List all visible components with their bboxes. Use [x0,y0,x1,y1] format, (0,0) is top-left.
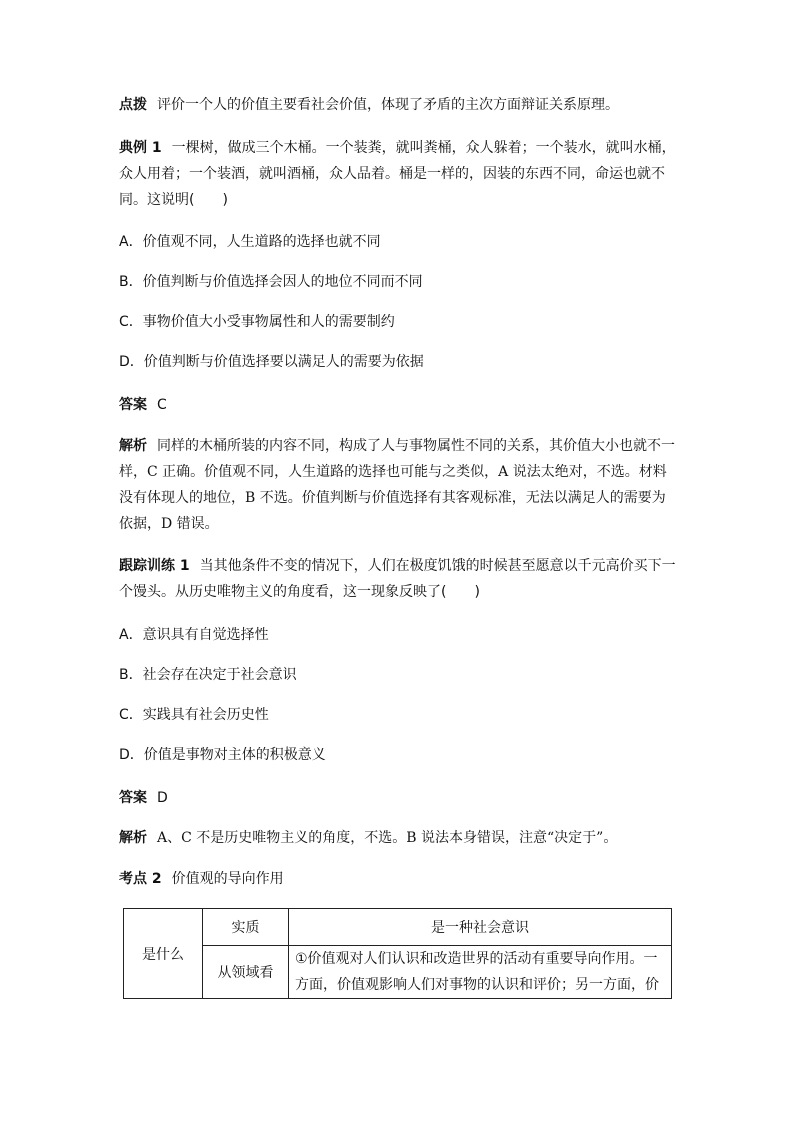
training1-answer [119,785,679,811]
training1-label: 跟踪训练 1 [119,558,190,574]
dianbo-text: 评价一个人的价值主要看社会价值，体现了矛盾的主次方面辩证关系原理。 [157,97,619,113]
training1-option-d: D．价值是事物对主体的积极意义 [119,747,326,763]
training1-option-a: A．意识具有自觉选择性 [119,627,269,643]
table-row [124,909,672,946]
example1-answer-value: C [157,397,167,413]
example1-option-c: C．事物价值大小受事物属性和人的需要制约 [119,314,395,330]
training1-option-c: C．实践具有社会历史性 [119,707,269,723]
example1-stem [119,135,679,213]
table-row-head: 是什么 [124,909,203,999]
training1-answer-label: 答案 [119,790,147,806]
table-value-essence: 是一种社会意识 [289,909,672,946]
training1-analysis-label: 解析 [119,830,147,846]
training1-analysis-text: A、C 不是历史唯物主义的角度，不选。B 说法本身错误，注意“决定于”。 [157,830,618,846]
kaodian2-label: 考点 2 [119,871,162,887]
example1-analysis-label: 解析 [119,438,147,454]
kaodian2-table [123,908,672,999]
table-sub-domain: 从领域看 [203,946,289,999]
kaodian2-heading [119,866,679,892]
table-sub-essence: 实质 [203,909,289,946]
example1-option-a: A．价值观不同，人生道路的选择也就不同 [119,234,381,250]
kaodian2-title: 价值观的导向作用 [171,871,284,887]
example1-stem-text: 一棵树，做成三个木桶。一个装粪，就叫粪桶，众人躲着；一个装水，就叫水桶，众人用着；一个装酒，就叫酒桶，众人品着。桶是一样的，因装的东西不同，命运也就不同。这说明( ) [119,140,676,208]
dianbo-paragraph [119,92,679,118]
training1-analysis [119,825,679,851]
example1-answer-label: 答案 [119,397,147,413]
dianbo-label: 点拨 [119,97,147,113]
training1-answer-value: D [157,790,168,806]
table-value-domain: ①价值观对人们认识和改造世界的活动有重要导向作用。一方面，价值观影响人们对事物的认识和评价；另一方面，价 [289,946,672,999]
example1-analysis-text: 同样的木桶所装的内容不同，构成了人与事物属性不同的关系，其价值大小也就不一样，C 正确。价值观不同，人生道路的选择也可能与之类似，A 说法太绝对，不选。材料没有体现人的地位，B 不选。价值判断与价值选择有其客观标准，无法以满足人的需要为依据，D 错误。 [119,438,675,532]
training1-option-b: B．社会存在决定于社会意识 [119,667,297,683]
example1-analysis [119,433,679,537]
example1-option-d: D．价值判断与价值选择要以满足人的需要为依据 [119,354,424,370]
training1-stem-text: 当其他条件不变的情况下，人们在极度饥饿的时候甚至愿意以千元高价买下一个馒头。从历史唯物主义的角度看，这一现象反映了( ) [119,558,676,600]
table-row [124,946,672,999]
training1-stem [119,553,679,605]
example1-label: 典例 1 [119,140,162,156]
example1-answer [119,392,679,418]
example1-option-b: B．价值判断与价值选择会因人的地位不同而不同 [119,274,423,290]
